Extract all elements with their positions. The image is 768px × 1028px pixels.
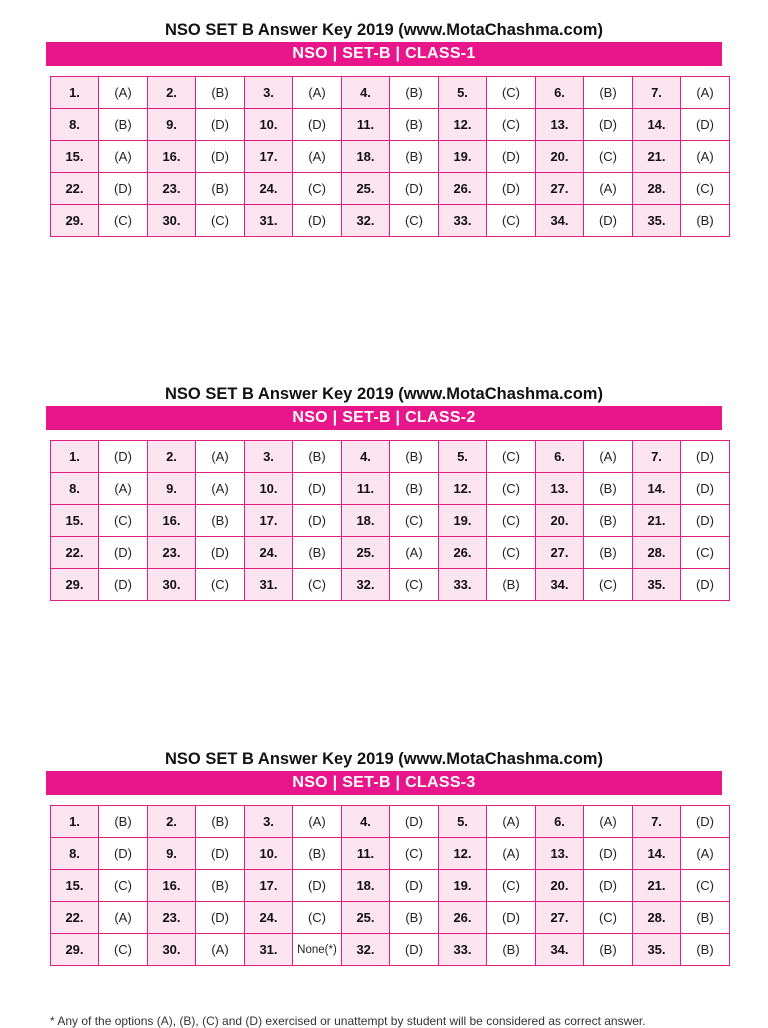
question-number: 21.: [633, 141, 681, 173]
answer-cell: (C): [487, 205, 536, 237]
question-number: 21.: [633, 870, 681, 902]
answer-cell: (B): [390, 473, 439, 505]
question-number: 14.: [633, 109, 681, 141]
question-number: 23.: [148, 902, 196, 934]
question-number: 35.: [633, 569, 681, 601]
answer-cell: (C): [99, 934, 148, 966]
answer-cell: (B): [196, 505, 245, 537]
question-number: 33.: [439, 934, 487, 966]
question-number: 12.: [439, 838, 487, 870]
answer-cell: (C): [487, 77, 536, 109]
answer-cell: (C): [390, 838, 439, 870]
question-number: 22.: [51, 537, 99, 569]
question-number: 25.: [342, 537, 390, 569]
answer-cell: (A): [584, 441, 633, 473]
question-number: 24.: [245, 173, 293, 205]
answer-cell: (A): [99, 473, 148, 505]
question-number: 29.: [51, 934, 99, 966]
question-number: 2.: [148, 77, 196, 109]
answer-cell: (D): [99, 173, 148, 205]
answer-cell: (B): [390, 141, 439, 173]
table-row: [51, 806, 730, 838]
answer-cell: (D): [196, 109, 245, 141]
question-number: 16.: [148, 141, 196, 173]
question-number: 14.: [633, 838, 681, 870]
question-number: 21.: [633, 505, 681, 537]
question-number: 29.: [51, 205, 99, 237]
question-number: 22.: [51, 902, 99, 934]
question-number: 3.: [245, 806, 293, 838]
question-number: 14.: [633, 473, 681, 505]
answer-cell: (B): [390, 441, 439, 473]
table-row: [51, 109, 730, 141]
question-number: 15.: [51, 141, 99, 173]
question-number: 7.: [633, 441, 681, 473]
answer-cell: (D): [487, 141, 536, 173]
answer-cell: (C): [390, 569, 439, 601]
question-number: 8.: [51, 109, 99, 141]
answer-cell: (D): [681, 505, 730, 537]
table-row: [51, 934, 730, 966]
question-number: 6.: [536, 806, 584, 838]
question-number: 11.: [342, 838, 390, 870]
page-title: NSO SET B Answer Key 2019 (www.MotaChashma.com): [165, 385, 603, 403]
question-number: 20.: [536, 870, 584, 902]
answer-cell: (B): [681, 205, 730, 237]
question-number: 4.: [342, 441, 390, 473]
answer-cell: (B): [293, 838, 342, 870]
class-banner: NSO | SET-B | CLASS-3: [46, 771, 722, 795]
answer-cell: (C): [681, 173, 730, 205]
answer-cell: (C): [487, 537, 536, 569]
answer-cell: (D): [390, 934, 439, 966]
answer-cell: (A): [681, 141, 730, 173]
question-number: 16.: [148, 505, 196, 537]
answer-cell: (B): [99, 806, 148, 838]
answer-cell: (D): [584, 205, 633, 237]
answer-cell: (D): [681, 473, 730, 505]
answer-key-class-3: [0, 747, 768, 987]
answer-cell: (D): [99, 537, 148, 569]
answer-cell: (C): [487, 109, 536, 141]
table-row: [51, 870, 730, 902]
question-number: 18.: [342, 141, 390, 173]
question-number: 13.: [536, 109, 584, 141]
table-row: [51, 505, 730, 537]
question-number: 9.: [148, 473, 196, 505]
answer-cell: (D): [390, 870, 439, 902]
question-number: 2.: [148, 806, 196, 838]
question-number: 32.: [342, 569, 390, 601]
question-number: 33.: [439, 569, 487, 601]
question-number: 8.: [51, 473, 99, 505]
answer-cell: (D): [681, 441, 730, 473]
question-number: 15.: [51, 870, 99, 902]
answer-cell: (B): [99, 109, 148, 141]
answer-cell: (A): [584, 806, 633, 838]
answer-cell: (D): [487, 902, 536, 934]
question-number: 6.: [536, 441, 584, 473]
answer-cell: (D): [196, 902, 245, 934]
question-number: 25.: [342, 902, 390, 934]
question-number: 8.: [51, 838, 99, 870]
question-number: 20.: [536, 505, 584, 537]
answer-cell: (D): [681, 109, 730, 141]
table-row: [51, 838, 730, 870]
answer-cell: (D): [99, 569, 148, 601]
question-number: 34.: [536, 569, 584, 601]
answer-cell: (D): [293, 109, 342, 141]
answer-key-class-1: [0, 18, 768, 258]
question-number: 19.: [439, 870, 487, 902]
answer-cell: (D): [584, 838, 633, 870]
answer-table: [50, 805, 730, 966]
answer-cell: (B): [584, 77, 633, 109]
table-row: [51, 537, 730, 569]
question-number: 9.: [148, 838, 196, 870]
answer-cell: (D): [584, 109, 633, 141]
question-number: 32.: [342, 205, 390, 237]
answer-cell: (A): [293, 141, 342, 173]
question-number: 24.: [245, 537, 293, 569]
question-number: 30.: [148, 205, 196, 237]
question-number: 31.: [245, 205, 293, 237]
question-number: 18.: [342, 505, 390, 537]
answer-cell: (C): [99, 205, 148, 237]
question-number: 1.: [51, 806, 99, 838]
answer-cell: (B): [584, 934, 633, 966]
answer-cell: (B): [293, 537, 342, 569]
answer-cell: (C): [584, 141, 633, 173]
answer-cell: (A): [487, 806, 536, 838]
answer-cell: (B): [584, 473, 633, 505]
table-row: [51, 173, 730, 205]
footnote: * Any of the options (A), (B), (C) and (D) exercised or unattempt by student will be considered as correct answer.: [50, 1014, 646, 1028]
answer-cell: (B): [390, 109, 439, 141]
question-number: 32.: [342, 934, 390, 966]
answer-cell: (C): [681, 537, 730, 569]
question-number: 2.: [148, 441, 196, 473]
answer-cell: (C): [196, 569, 245, 601]
question-number: 27.: [536, 537, 584, 569]
answer-cell: (D): [681, 806, 730, 838]
table-row: [51, 902, 730, 934]
answer-cell: (D): [293, 870, 342, 902]
answer-cell: (A): [681, 838, 730, 870]
answer-cell: (B): [196, 806, 245, 838]
answer-cell: (D): [99, 838, 148, 870]
answer-cell: (A): [293, 77, 342, 109]
answer-cell: (D): [293, 473, 342, 505]
question-number: 27.: [536, 902, 584, 934]
question-number: 26.: [439, 902, 487, 934]
answer-cell: (A): [196, 934, 245, 966]
question-number: 34.: [536, 205, 584, 237]
answer-cell: (C): [99, 870, 148, 902]
question-number: 7.: [633, 77, 681, 109]
answer-key-class-2: [0, 382, 768, 622]
question-number: 23.: [148, 537, 196, 569]
answer-table: [50, 76, 730, 237]
question-number: 30.: [148, 934, 196, 966]
question-number: 7.: [633, 806, 681, 838]
table-row: [51, 77, 730, 109]
table-row: [51, 473, 730, 505]
answer-cell: (B): [487, 569, 536, 601]
answer-cell: (C): [487, 473, 536, 505]
answer-cell: (A): [99, 141, 148, 173]
class-banner: NSO | SET-B | CLASS-1: [46, 42, 722, 66]
question-number: 30.: [148, 569, 196, 601]
question-number: 31.: [245, 569, 293, 601]
question-number: 24.: [245, 902, 293, 934]
answer-cell: (B): [196, 173, 245, 205]
answer-cell: (C): [293, 173, 342, 205]
question-number: 17.: [245, 141, 293, 173]
answer-cell: (D): [390, 173, 439, 205]
question-number: 10.: [245, 109, 293, 141]
question-number: 1.: [51, 77, 99, 109]
question-number: 28.: [633, 537, 681, 569]
table-row: [51, 141, 730, 173]
answer-cell: (B): [390, 77, 439, 109]
question-number: 28.: [633, 173, 681, 205]
answer-cell: (C): [584, 902, 633, 934]
answer-cell: (A): [390, 537, 439, 569]
question-number: 3.: [245, 441, 293, 473]
question-number: 26.: [439, 537, 487, 569]
answer-table: [50, 440, 730, 601]
answer-cell: (D): [293, 505, 342, 537]
answer-cell: (D): [196, 838, 245, 870]
answer-cell: (B): [584, 537, 633, 569]
answer-cell: (D): [196, 141, 245, 173]
table-row: [51, 569, 730, 601]
question-number: 12.: [439, 473, 487, 505]
answer-cell: (C): [293, 902, 342, 934]
question-number: 22.: [51, 173, 99, 205]
answer-cell: (D): [487, 173, 536, 205]
answer-cell: (B): [487, 934, 536, 966]
question-number: 10.: [245, 473, 293, 505]
question-number: 17.: [245, 870, 293, 902]
question-number: 13.: [536, 838, 584, 870]
question-number: 4.: [342, 806, 390, 838]
question-number: 9.: [148, 109, 196, 141]
question-number: 1.: [51, 441, 99, 473]
question-number: 10.: [245, 838, 293, 870]
table-row: [51, 205, 730, 237]
question-number: 35.: [633, 934, 681, 966]
question-number: 26.: [439, 173, 487, 205]
question-number: 3.: [245, 77, 293, 109]
answer-cell: None(*): [293, 934, 342, 966]
answer-cell: (C): [196, 205, 245, 237]
answer-cell: (D): [681, 569, 730, 601]
question-number: 17.: [245, 505, 293, 537]
question-number: 11.: [342, 109, 390, 141]
answer-cell: (C): [681, 870, 730, 902]
answer-cell: (A): [99, 902, 148, 934]
answer-cell: (A): [99, 77, 148, 109]
class-banner: NSO | SET-B | CLASS-2: [46, 406, 722, 430]
answer-cell: (A): [196, 441, 245, 473]
answer-cell: (B): [293, 441, 342, 473]
answer-cell: (C): [487, 870, 536, 902]
answer-cell: (C): [390, 205, 439, 237]
question-number: 15.: [51, 505, 99, 537]
table-row: [51, 441, 730, 473]
answer-cell: (C): [293, 569, 342, 601]
question-number: 34.: [536, 934, 584, 966]
question-number: 29.: [51, 569, 99, 601]
question-number: 23.: [148, 173, 196, 205]
answer-cell: (B): [390, 902, 439, 934]
answer-cell: (C): [487, 505, 536, 537]
answer-cell: (B): [196, 870, 245, 902]
answer-cell: (D): [196, 537, 245, 569]
question-number: 27.: [536, 173, 584, 205]
question-number: 4.: [342, 77, 390, 109]
answer-cell: (A): [196, 473, 245, 505]
question-number: 20.: [536, 141, 584, 173]
answer-cell: (C): [584, 569, 633, 601]
question-number: 6.: [536, 77, 584, 109]
question-number: 11.: [342, 473, 390, 505]
answer-cell: (D): [99, 441, 148, 473]
question-number: 16.: [148, 870, 196, 902]
answer-cell: (A): [584, 173, 633, 205]
question-number: 25.: [342, 173, 390, 205]
answer-cell: (D): [390, 806, 439, 838]
question-number: 5.: [439, 806, 487, 838]
question-number: 35.: [633, 205, 681, 237]
question-number: 5.: [439, 77, 487, 109]
question-number: 31.: [245, 934, 293, 966]
question-number: 28.: [633, 902, 681, 934]
question-number: 18.: [342, 870, 390, 902]
answer-cell: (B): [681, 934, 730, 966]
question-number: 12.: [439, 109, 487, 141]
answer-cell: (C): [390, 505, 439, 537]
answer-cell: (A): [293, 806, 342, 838]
question-number: 19.: [439, 505, 487, 537]
question-number: 13.: [536, 473, 584, 505]
answer-cell: (B): [584, 505, 633, 537]
answer-cell: (C): [99, 505, 148, 537]
question-number: 19.: [439, 141, 487, 173]
answer-cell: (D): [584, 870, 633, 902]
page-title: NSO SET B Answer Key 2019 (www.MotaChashma.com): [165, 21, 603, 39]
question-number: 5.: [439, 441, 487, 473]
answer-cell: (A): [487, 838, 536, 870]
answer-cell: (A): [681, 77, 730, 109]
page-title: NSO SET B Answer Key 2019 (www.MotaChashma.com): [165, 750, 603, 768]
answer-cell: (D): [293, 205, 342, 237]
answer-cell: (B): [681, 902, 730, 934]
question-number: 33.: [439, 205, 487, 237]
answer-cell: (B): [196, 77, 245, 109]
answer-cell: (C): [487, 441, 536, 473]
